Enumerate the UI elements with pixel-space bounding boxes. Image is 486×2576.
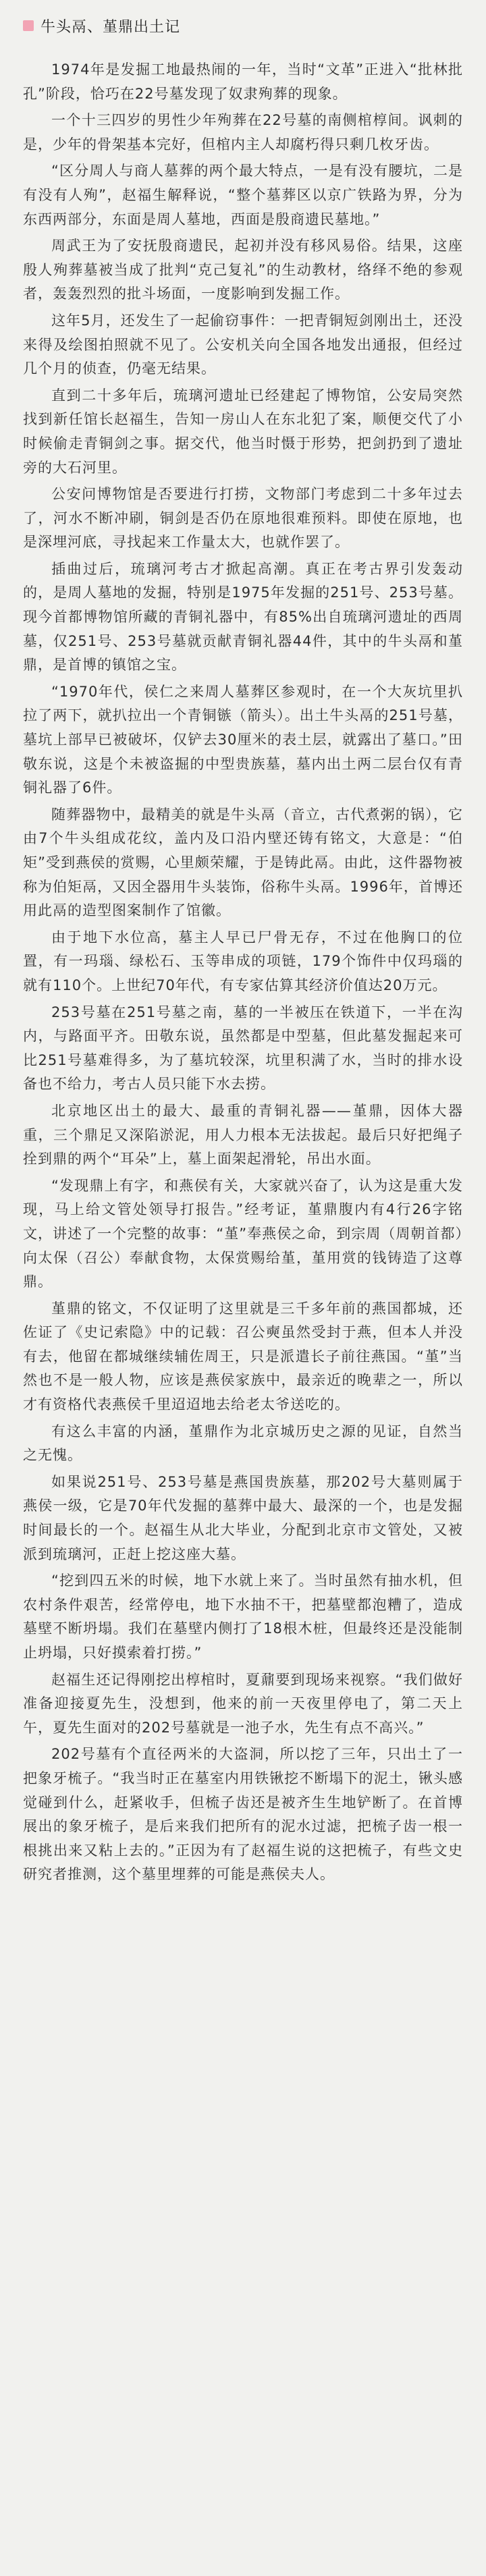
- article-title: 牛头鬲、堇鼎出土记: [40, 18, 181, 36]
- paragraph: 周武王为了安抚殷商遗民，起初并没有移风易俗。结果，这座殷人殉葬墓被当成了批判“克己复礼”的生动教材，络绎不绝的参观者，轰轰烈烈的批斗场面，一度影响到发掘工作。: [23, 238, 463, 302]
- paragraph: 如果说251号、253号墓是燕国贵族墓，那202号大墓则属于燕侯一级，它是70年代发掘的墓葬中最大、最深的一个，也是发掘时间最长的一个。赵福生从北大毕业，分配到北京市文管处，又被派到琉璃河，正赶上挖这座大墓。: [23, 1473, 463, 1562]
- paragraph: 插曲过后，琉璃河考古才掀起高潮。真正在考古界引发轰动的，是周人墓地的发掘，特别是1975年发掘的251号、253号墓。现今首都博物馆所藏的青铜礼器中，有85%出自琉璃河遗址的西周墓，仅251号、253号墓就贡献青铜礼器44件，其中的牛头鬲和堇鼎，是首博的镇馆之宝。: [23, 560, 463, 674]
- article-header: [23, 12, 463, 39]
- square-bullet-icon: [23, 20, 34, 31]
- article-body: [23, 58, 463, 1887]
- paragraph: 堇鼎的铭文，不仅证明了这里就是三千多年前的燕国都城，还佐证了《史记索隐》中的记载：召公奭虽然受封于燕，但本人并没有去，他留在都城继续辅佐周王，只是派遣长子前往燕国。“堇”当然也不是一般人物，应该是燕侯家族中，最亲近的晚辈之一，所以才有资格代表燕侯千里迢迢地去给老太爷送吃的。: [23, 1300, 463, 1413]
- paragraph: “1970年代，侯仁之来周人墓葬区参观时，在一个大灰坑里扒拉了两下，就扒拉出一个青铜镞（箭头）。出土牛头鬲的251号墓，墓坑上部早已被破坏，仅铲去30厘米的表土层，就露出了墓口。”田敬东说，这是个未被盗掘的中型贵族墓，墓内出土两二层台仅有青铜礼器了6件。: [23, 683, 463, 796]
- paragraph: 公安问博物馆是否要进行打捞，文物部门考虑到二十多年过去了，河水不断冲刷，铜剑是否仍在原地很难预料。即使在原地，也是深埋河底，寻找起来工作量太大，也就作罢了。: [23, 486, 463, 551]
- paragraph: 1974年是发掘工地最热闹的一年，当时“文革”正进入“批林批孔”阶段，恰巧在22号墓发现了奴隶殉葬的现象。: [23, 61, 463, 102]
- paragraph: 北京地区出土的最大、最重的青铜礼器——堇鼎，因体大器重，三个鼎足又深陷淤泥，用人力根本无法拔起。最后只好把绳子拴到鼎的两个“耳朵”上，墓上面架起滑轮，吊出水面。: [23, 1102, 463, 1168]
- paragraph: 这年5月，还发生了一起偷窃事件：一把青铜短剑刚出土，还没来得及绘图拍照就不见了。公安机关向全国各地发出通报，但经过几个月的侦查，仍毫无结果。: [23, 312, 463, 377]
- paragraph: 赵福生还记得刚挖出椁棺时，夏鼐要到现场来视察。“我们做好准备迎接夏先生，没想到，他来的前一天夜里停电了，第二天上午，夏先生面对的202号墓就是一池子水，先生有点不高兴。”: [23, 1671, 463, 1736]
- paragraph: 一个十三四岁的男性少年殉葬在22号墓的南侧棺椁间。讽刺的是，少年的骨架基本完好，但棺内主人却腐朽得只剩几枚牙齿。: [23, 112, 463, 153]
- paragraph: “挖到四五米的时候，地下水就上来了。当时虽然有抽水机，但农村条件艰苦，经常停电，地下水抽不干，把墓壁都泡糟了，造成墓壁不断坍塌。我们在墓壁内侧打了18根木桩，但最终还是没能制止坍塌，只好摸索着打捞。”: [23, 1572, 463, 1661]
- paragraph: 有这么丰富的内涵，堇鼎作为北京城历史之源的见证，自然当之无愧。: [23, 1423, 463, 1464]
- paragraph: 随葬器物中，最精美的就是牛头鬲（音立，古代煮粥的锅），它由7个牛头组成花纹，盖内及口沿内壁还铸有铭文，大意是：“伯矩”受到燕侯的赏赐，心里颇荣耀，于是铸此鬲。由此，这件器物被称为伯矩鬲，又因全器用牛头装饰，俗称牛头鬲。1996年，首博还用此鬲的造型图案制作了馆徽。: [23, 806, 463, 919]
- paragraph: 202号墓有个直径两米的大盗洞，所以挖了三年，只出土了一把象牙梳子。“我当时正在墓室内用铁锹挖不断塌下的泥土，锹头感觉碰到什么，赶紧收手，但梳子齿还是被齐生生地铲断了。在首博展出的象牙梳子，是后来我们把所有的泥水过滤，把梳子齿一根一根挑出来又粘上去的。”正因为有了赵福生说的这把梳子，有些文史研究者推测，这个墓里埋葬的可能是燕侯夫人。: [23, 1746, 463, 1883]
- paragraph: “发现鼎上有字，和燕侯有关，大家就兴奋了，认为这是重大发现，马上给文管处领导打报告。”经考证，堇鼎腹内有4行26字铭文，讲述了一个完整的故事：“堇”奉燕侯之命，到宗周（周朝首都）向太保（召公）奉献食物，太保赏赐给堇，堇用赏的钱铸造了这尊鼎。: [23, 1177, 463, 1290]
- paragraph: 253号墓在251号墓之南，墓的一半被压在铁道下，一半在沟内，与路面平齐。田敬东说，虽然都是中型墓，但此墓发掘起来可比251号墓难得多，为了墓坑较深，坑里积满了水，当时的排水设备也不给力，考古人员只能下水去捞。: [23, 1004, 463, 1093]
- paragraph: 由于地下水位高，墓主人早已尸骨无存，不过在他胸口的位置，有一玛瑙、绿松石、玉等串成的项链，179个饰件中仅玛瑙的就有110个。上世纪70年代，有专家估算其经济价值达20万元。: [23, 929, 463, 993]
- paragraph: 直到二十多年后，琉璃河遗址已经建起了博物馆，公安局突然找到新任馆长赵福生，告知一房山人在东北犯了案，顺便交代了小时候偷走青铜剑之事。据交代，他当时慑于形势，把剑扔到了遗址旁的大石河里。: [23, 387, 463, 476]
- paragraph: “区分周人与商人墓葬的两个最大特点，一是有没有腰坑，二是有没有人殉”，赵福生解释说，“整个墓葬区以京广铁路为界，分为东西两部分，东面是周人墓地，西面是殷商遗民墓地。”: [23, 163, 463, 227]
